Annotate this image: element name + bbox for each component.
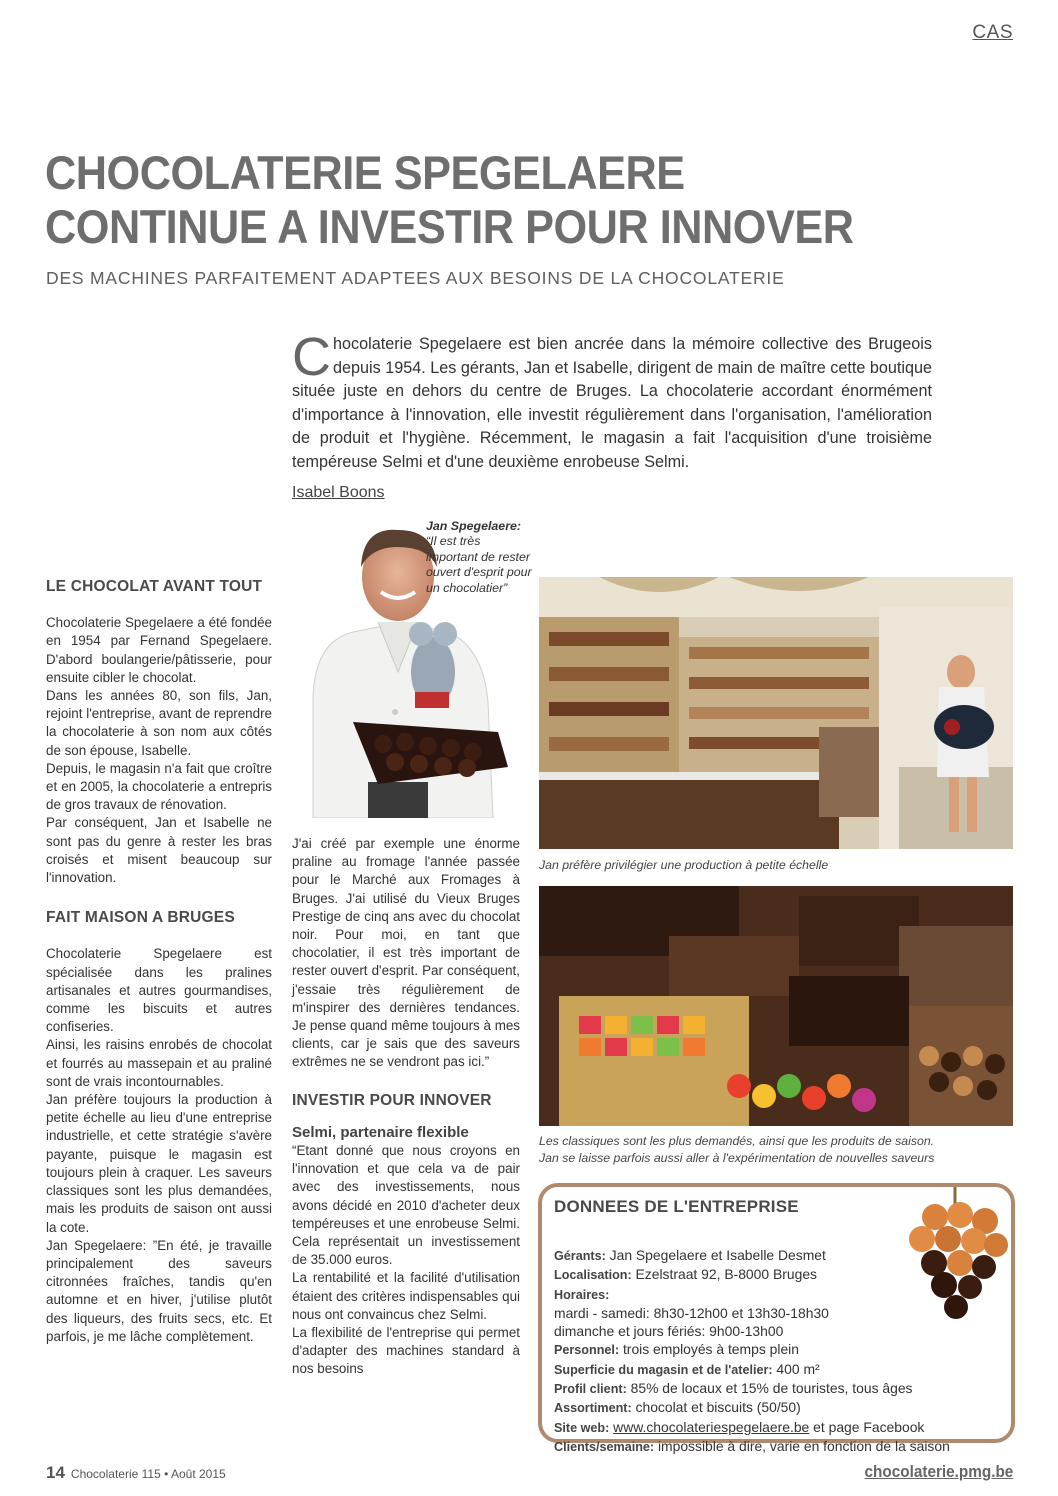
subheading-selmi: Selmi, partenaire flexible xyxy=(292,1123,469,1141)
paragraph: Jan préfère toujours la production à petite échelle au lieu d'une entreprise industrielle, et cette stratégie s'avère payante, puisque le magasin est toujours plein à craquer. Les saveurs classiques sont les plus demandées, mais les produits de saison ont aussi la cote. xyxy=(46,1092,272,1235)
label: Superficie du magasin et de l'atelier: xyxy=(554,1362,773,1377)
page-number: 14 xyxy=(46,1463,65,1482)
value: trois employés à temps plein xyxy=(622,1341,799,1358)
paragraph: Dans les années 80, son fils, Jan, rejoint l'entreprise, avant de reprendre la chocolaterie à son nom aux côtés de son épouse, Isabelle. xyxy=(46,688,272,758)
pull-quote xyxy=(426,519,534,596)
footer-site-link[interactable]: chocolaterie.pmg.be xyxy=(864,1462,1013,1481)
row-clients-week xyxy=(554,1437,999,1456)
row-website xyxy=(554,1418,999,1437)
article-title-line-1: CHOCOLATERIE SPEGELAERE xyxy=(45,146,685,199)
row-hours-2: dimanche et jours fériés: 9h00-13h00 xyxy=(554,1323,784,1340)
label: Personnel: xyxy=(554,1343,620,1358)
article-subtitle: DES MACHINES PARFAITEMENT ADAPTEES AUX BESOINS DE LA CHOCOLATERIE xyxy=(46,268,785,288)
label: Profil client: xyxy=(554,1382,627,1397)
caption-photo-2 xyxy=(539,1133,1013,1167)
value: et page Facebook xyxy=(813,1418,925,1435)
shop-interior-photo xyxy=(539,577,1013,849)
footer-left xyxy=(46,1463,226,1483)
label: Localisation: xyxy=(554,1268,632,1283)
column-1 xyxy=(46,578,272,1346)
column-2 xyxy=(292,835,520,1379)
intro-text: hocolaterie Spegelaere est bien ancrée dans la mémoire collective des Brugeois depuis 1954. Les gérants, Jan et Isabelle, dirigent de main de maître cette boutique située juste en dehors du centre de Bruges. La chocolaterie accordant énormément d'importance à l'innovation, elle investit régulièrement dans l'organisation, l'amélioration de produit et l'hygiène. Récemment, le magasin a fait l'acquisition d'une troisième tempéreuse Selmi et d'une deuxième enrobeuse Selmi. xyxy=(292,335,932,471)
paragraph: La rentabilité et la facilité d'utilisation étaient des critères indispensables qui nous ont convaincus chez Selmi. xyxy=(292,1270,520,1322)
heading-chocolat-avant-tout: LE CHOCOLAT AVANT TOUT xyxy=(46,578,263,595)
row-range xyxy=(554,1398,999,1417)
label: Horaires: xyxy=(554,1287,610,1302)
author-byline[interactable]: Isabel Boons xyxy=(292,484,385,501)
label: Assortiment: xyxy=(554,1401,632,1416)
company-box-title: DONNEES DE L'ENTREPRISE xyxy=(554,1197,799,1216)
label: Gérants: xyxy=(554,1249,606,1263)
value: chocolat et biscuits (50/50) xyxy=(635,1399,801,1416)
row-area xyxy=(554,1360,999,1379)
paragraph: Chocolaterie Spegelaere a été fondée en 1954 par Fernand Spegelaere. D'abord boulangerie/pâtisserie, pour ensuite cibler le chocolat. xyxy=(46,615,272,685)
paragraph: “Etant donné que nous croyons en l'innovation et que cela va de pair avec des investissements, nous avons décidé en 2010 d'acheter deux tempéreuses et une enrobeuse Selmi. Cela représentait un investissement de 35.000 euros. xyxy=(292,1143,520,1268)
row-staff xyxy=(554,1340,999,1359)
row-client-profile xyxy=(554,1379,999,1398)
caption-line: Les classiques sont les plus demandés, ainsi que les produits de saison. xyxy=(539,1134,935,1148)
paragraph: Chocolaterie Spegelaere est spécialisée dans les pralines artisanales et autres gourmandises, comme les biscuits et autres confiseries. xyxy=(46,946,272,1035)
caption-photo-1: Jan préfère privilégier une production à petite échelle xyxy=(539,858,829,872)
chocolate-display-photo xyxy=(539,886,1013,1126)
value: 400 m² xyxy=(776,1360,820,1377)
heading-investir: INVESTIR POUR INNOVER xyxy=(292,1091,492,1109)
value: impossible à dire, varie en fonction de la saison xyxy=(657,1437,950,1454)
value: 85% de locaux et 15% de touristes, tous âges xyxy=(630,1380,913,1397)
article-title-line-2: CONTINUE A INVESTIR POUR INNOVER xyxy=(45,200,854,253)
paragraph: J'ai créé par exemple une énorme praline au fromage l'année passée pour le Marché aux Fromages à Bruges. J'ai utilisé du Vieux Bruges Prestige de cinq ans avec du chocolat noir. Pour moi, en tant que chocolatier, il est très important de rester ouvert d'esprit. Par conséquent, j'essaie très régulièrement de m'inspirer des dernières tendances. Je pense quand même toujours à mes clients, car je sais que des saveurs extrêmes ne se vendront pas ici.” xyxy=(292,836,520,1070)
intro-paragraph xyxy=(292,327,932,474)
row-hours-1: mardi - samedi: 8h30-12h00 et 13h30-18h30 xyxy=(554,1304,829,1321)
paragraph: Depuis, le magasin n'a fait que croître et en 2005, la chocolaterie a entrepris de gros travaux de rénovation. xyxy=(46,760,272,813)
quote-text: “Il est très important de rester ouvert d'esprit pour un chocolatier” xyxy=(426,534,532,595)
chocolate-grapes-image xyxy=(900,1187,1010,1322)
website-link[interactable]: www.chocolateriespegelaere.be xyxy=(613,1418,810,1435)
section-tag: CAS xyxy=(972,22,1013,43)
label: Site web: xyxy=(554,1420,610,1435)
value: Ezelstraat 92, B-8000 Bruges xyxy=(635,1266,817,1283)
issue-info: Chocolaterie 115 • Août 2015 xyxy=(70,1467,226,1481)
article-title xyxy=(45,146,928,254)
dropcap: C xyxy=(292,327,331,387)
paragraph: La flexibilité de l'entreprise qui permet d'adapter des machines standard à nos besoins xyxy=(292,1325,520,1377)
paragraph: Ainsi, les raisins enrobés de chocolat et fourrés au massepain et au praliné sont de vrais incontournables. xyxy=(46,1037,272,1089)
quote-name: Jan Spegelaere: xyxy=(426,519,522,533)
heading-fait-maison: FAIT MAISON A BRUGES xyxy=(46,909,235,927)
value: Jan Spegelaere et Isabelle Desmet xyxy=(609,1247,826,1263)
paragraph: Par conséquent, Jan et Isabelle ne sont pas du genre à rester les bras croisés et misent beaucoup sur l'innovation. xyxy=(46,815,272,886)
label: Clients/semaine: xyxy=(554,1439,655,1454)
paragraph: Jan Spegelaere: ”En été, je travaille principalement des saveurs citronnées fraîches, tandis qu'en automne et en hiver, j'utilise plutôt des liqueurs, des fruits secs, etc. Et parfois, je me lâche complètement. xyxy=(46,1237,272,1344)
caption-line: Jan se laisse parfois aussi aller à l'expérimentation de nouvelles saveurs xyxy=(539,1151,935,1165)
